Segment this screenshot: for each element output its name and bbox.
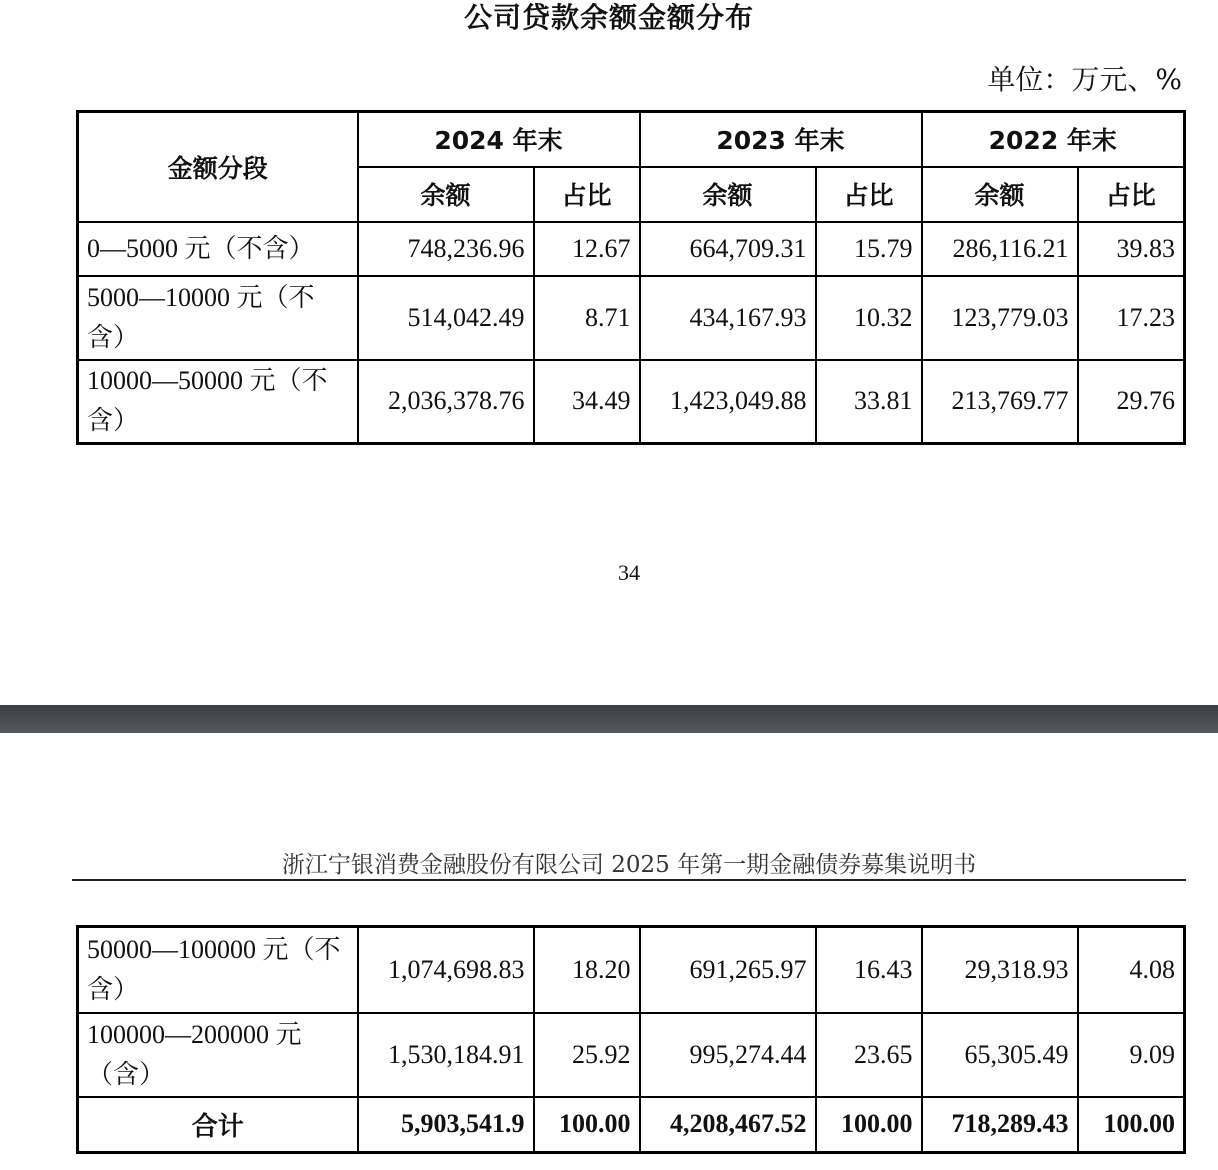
value-cell: 15.79 — [816, 222, 922, 276]
total-row — [78, 1097, 1185, 1153]
total-value: 100.00 — [816, 1097, 922, 1153]
total-value: 718,289.43 — [922, 1097, 1078, 1153]
header-ratio: 占比 — [534, 167, 640, 222]
value-cell: 4.08 — [1078, 927, 1185, 1013]
value-cell: 748,236.96 — [358, 222, 534, 276]
document-header: 浙江宁银消费金融股份有限公司 2025 年第一期金融债券募集说明书 — [281, 852, 977, 878]
value-cell: 434,167.93 — [640, 276, 816, 360]
value-cell: 17.23 — [1078, 276, 1185, 360]
total-label: 合计 — [78, 1097, 358, 1153]
value-cell: 1,074,698.83 — [358, 927, 534, 1013]
value-cell: 10.32 — [816, 276, 922, 360]
segment-cell: 0—5000 元（不含） — [78, 222, 358, 276]
segment-cell: 10000—50000 元（不含） — [78, 360, 358, 444]
value-cell: 123,779.03 — [922, 276, 1078, 360]
table-row — [78, 927, 1185, 1013]
value-cell: 664,709.31 — [640, 222, 816, 276]
segment-cell: 100000—200000 元（含） — [78, 1013, 358, 1097]
value-cell: 2,036,378.76 — [358, 360, 534, 444]
value-cell: 1,530,184.91 — [358, 1013, 534, 1097]
unit-label: 单位：万元、% — [987, 63, 1182, 96]
segment-cell: 50000—100000 元（不含） — [78, 927, 358, 1013]
value-cell: 1,423,049.88 — [640, 360, 816, 444]
value-cell: 23.65 — [816, 1013, 922, 1097]
value-cell: 514,042.49 — [358, 276, 534, 360]
value-cell: 33.81 — [816, 360, 922, 444]
value-cell: 25.92 — [534, 1013, 640, 1097]
value-cell: 9.09 — [1078, 1013, 1185, 1097]
value-cell: 18.20 — [534, 927, 640, 1013]
header-year-2024: 2024 年末 — [358, 112, 640, 167]
header-segment: 金额分段 — [78, 112, 358, 222]
table-row — [78, 1013, 1185, 1097]
total-value: 5,903,541.9 — [358, 1097, 534, 1153]
total-value: 4,208,467.52 — [640, 1097, 816, 1153]
value-cell: 12.67 — [534, 222, 640, 276]
header-balance: 余额 — [640, 167, 816, 222]
value-cell: 286,116.21 — [922, 222, 1078, 276]
value-cell: 8.71 — [534, 276, 640, 360]
value-cell: 29.76 — [1078, 360, 1185, 444]
header-ratio: 占比 — [816, 167, 922, 222]
value-cell: 65,305.49 — [922, 1013, 1078, 1097]
loan-distribution-table-part1 — [76, 110, 1186, 445]
value-cell: 213,769.77 — [922, 360, 1078, 444]
value-cell: 691,265.97 — [640, 927, 816, 1013]
value-cell: 995,274.44 — [640, 1013, 816, 1097]
header-balance: 余额 — [922, 167, 1078, 222]
header-year-2023: 2023 年末 — [640, 112, 922, 167]
header-rule — [72, 879, 1186, 881]
value-cell: 29,318.93 — [922, 927, 1078, 1013]
header-ratio: 占比 — [1078, 167, 1185, 222]
loan-distribution-table-part2 — [76, 925, 1186, 1154]
page-separator — [0, 705, 1218, 733]
header-year-2022: 2022 年末 — [922, 112, 1185, 167]
table-row — [78, 360, 1185, 444]
table-row — [78, 222, 1185, 276]
value-cell: 16.43 — [816, 927, 922, 1013]
header-balance: 余额 — [358, 167, 534, 222]
total-value: 100.00 — [1078, 1097, 1185, 1153]
table-row — [78, 276, 1185, 360]
segment-cell: 5000—10000 元（不含） — [78, 276, 358, 360]
value-cell: 34.49 — [534, 360, 640, 444]
page-number: 34 — [618, 560, 640, 585]
total-value: 100.00 — [534, 1097, 640, 1153]
table-title: 公司贷款余额金额分布 — [463, 1, 754, 34]
value-cell: 39.83 — [1078, 222, 1185, 276]
